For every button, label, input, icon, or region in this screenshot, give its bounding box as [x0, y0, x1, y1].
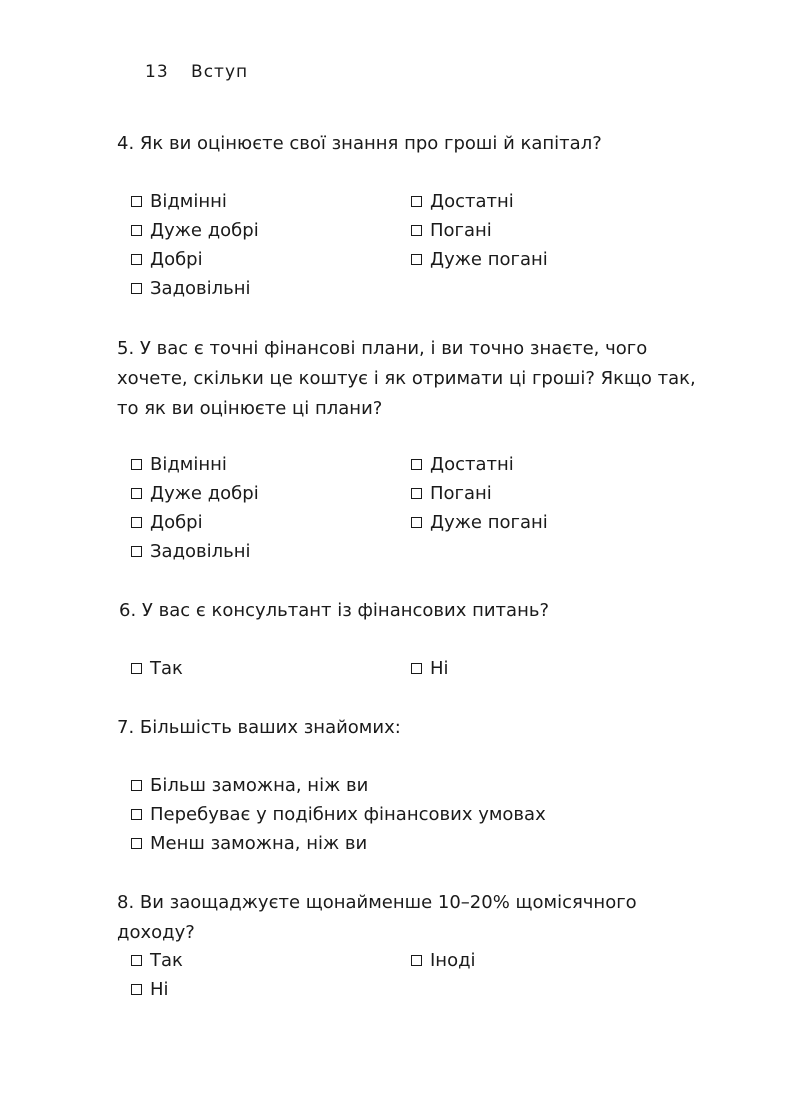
checkbox-icon[interactable] [131, 196, 142, 207]
option-checkbox[interactable] [131, 508, 203, 537]
option-checkbox[interactable] [131, 975, 169, 1004]
option-label: Достатні [430, 454, 514, 475]
checkbox-icon[interactable] [131, 663, 142, 674]
question-5: 5. У вас є точні фінансові плани, і ви точно знаєте, чого хочете, скільки це коштує і як отримати ці гроші? Якщо так, то як ви оцінюєте ці плани? [117, 338, 696, 419]
option-checkbox[interactable] [131, 245, 203, 274]
question-4: 4. Як ви оцінюєте свої знання про гроші й капітал? [117, 133, 602, 154]
option-checkbox[interactable] [131, 829, 367, 858]
checkbox-icon[interactable] [131, 517, 142, 528]
option-label: Дуже погані [430, 249, 548, 270]
option-checkbox[interactable] [411, 654, 449, 683]
option-checkbox[interactable] [411, 216, 492, 245]
option-checkbox[interactable] [131, 800, 546, 829]
checkbox-icon[interactable] [411, 459, 422, 470]
option-label: Добрі [150, 249, 203, 270]
question-8: 8. Ви заощаджуєте щонайменше 10–20% щомісячного доходу? [117, 892, 637, 943]
option-checkbox[interactable] [411, 946, 476, 975]
checkbox-icon[interactable] [131, 283, 142, 294]
checkbox-icon[interactable] [411, 488, 422, 499]
question-7: 7. Більшість ваших знайомих: [117, 717, 401, 738]
option-checkbox[interactable] [131, 187, 227, 216]
option-label: Так [150, 658, 183, 679]
checkbox-icon[interactable] [131, 955, 142, 966]
option-checkbox[interactable] [131, 450, 227, 479]
checkbox-icon[interactable] [131, 780, 142, 791]
option-label: Ні [150, 979, 169, 1000]
option-checkbox[interactable] [131, 216, 259, 245]
checkbox-icon[interactable] [131, 984, 142, 995]
option-label: Погані [430, 220, 492, 241]
option-label: Задовільні [150, 541, 251, 562]
option-checkbox[interactable] [131, 654, 183, 683]
question-6: 6. У вас є консультант із фінансових питань? [119, 600, 550, 621]
option-checkbox[interactable] [131, 479, 259, 508]
option-label: Дуже добрі [150, 220, 259, 241]
option-label: Менш заможна, ніж ви [150, 833, 368, 854]
section-title: Вступ [191, 62, 249, 82]
option-label: Відмінні [150, 191, 227, 212]
checkbox-icon[interactable] [131, 254, 142, 265]
option-label: Ні [430, 658, 449, 679]
option-checkbox[interactable] [131, 274, 251, 303]
checkbox-icon[interactable] [131, 838, 142, 849]
checkbox-icon[interactable] [411, 254, 422, 265]
option-checkbox[interactable] [411, 508, 548, 537]
checkbox-icon[interactable] [411, 955, 422, 966]
checkbox-icon[interactable] [131, 809, 142, 820]
option-checkbox[interactable] [131, 771, 368, 800]
checkbox-icon[interactable] [131, 488, 142, 499]
option-label: Дуже добрі [150, 483, 259, 504]
option-checkbox[interactable] [411, 245, 548, 274]
checkbox-icon[interactable] [411, 517, 422, 528]
option-checkbox[interactable] [131, 946, 183, 975]
option-label: Так [150, 950, 183, 971]
page-number: 13 [145, 62, 169, 82]
option-checkbox[interactable] [411, 450, 514, 479]
option-label: Перебуває у подібних фінансових умовах [150, 804, 546, 825]
option-label: Відмінні [150, 454, 227, 475]
option-label: Достатні [430, 191, 514, 212]
option-checkbox[interactable] [131, 537, 251, 566]
checkbox-icon[interactable] [131, 225, 142, 236]
option-label: Добрі [150, 512, 203, 533]
checkbox-icon[interactable] [411, 225, 422, 236]
option-checkbox[interactable] [411, 187, 514, 216]
option-checkbox[interactable] [411, 479, 492, 508]
checkbox-icon[interactable] [131, 459, 142, 470]
option-label: Іноді [430, 950, 476, 971]
option-label: Дуже погані [430, 512, 548, 533]
checkbox-icon[interactable] [131, 546, 142, 557]
option-label: Задовільні [150, 278, 251, 299]
checkbox-icon[interactable] [411, 196, 422, 207]
option-label: Погані [430, 483, 492, 504]
option-label: Більш заможна, ніж ви [150, 775, 369, 796]
page-header [145, 62, 248, 82]
checkbox-icon[interactable] [411, 663, 422, 674]
